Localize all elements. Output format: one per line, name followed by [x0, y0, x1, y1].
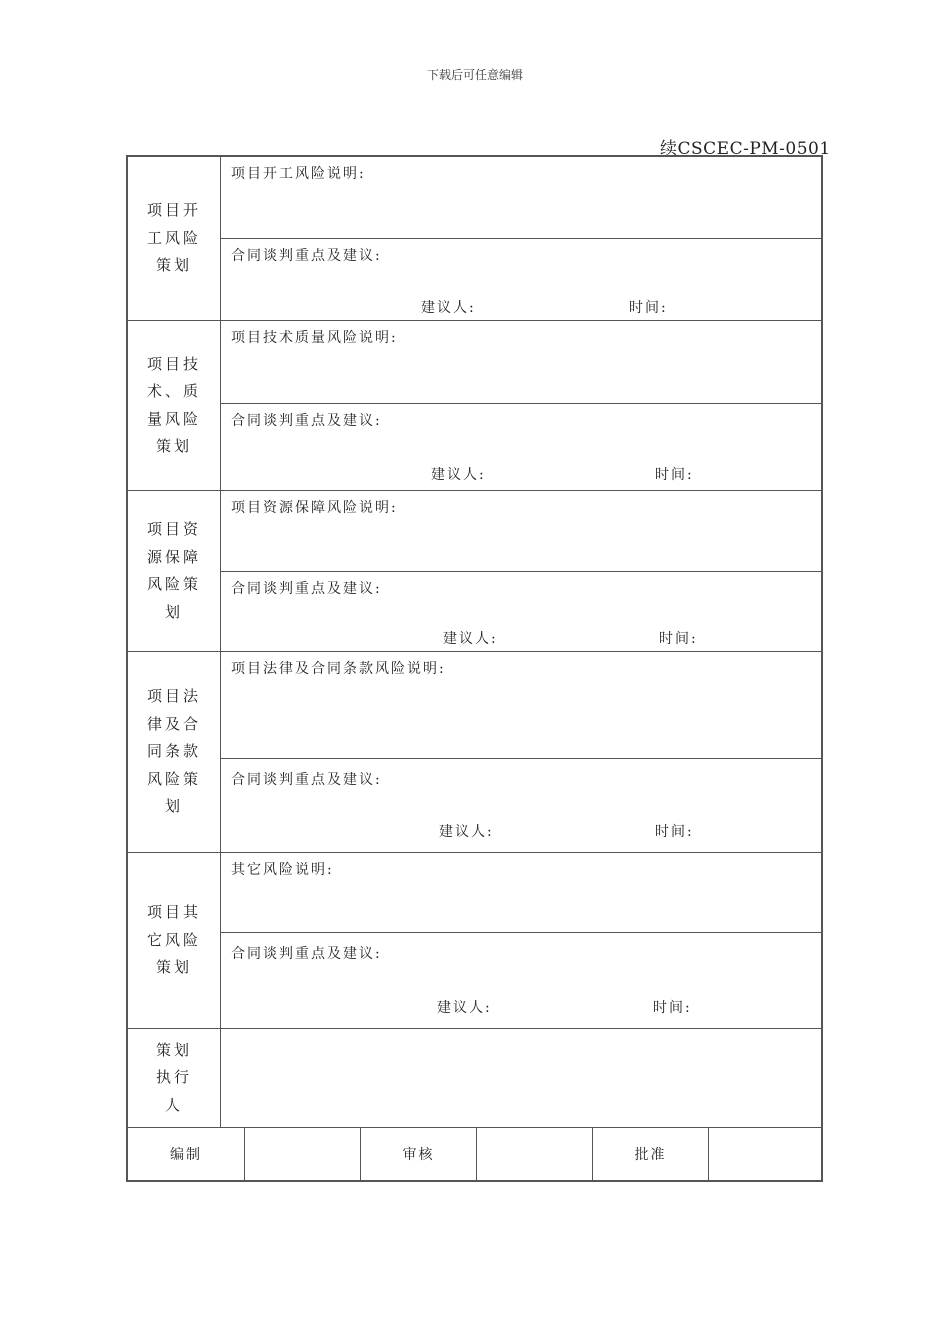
approval-row — [128, 1128, 821, 1180]
section-resource-risk — [128, 491, 821, 652]
contract-advice-cell[interactable] — [221, 239, 821, 321]
time-label: 时间: — [655, 824, 694, 840]
section-label: 项目开工风险策划 — [128, 157, 221, 320]
risk-description-title: 项目资源保障风险说明: — [231, 500, 398, 516]
executor-value-cell[interactable] — [221, 1029, 821, 1128]
section-label: 项目其它风险策划 — [128, 853, 221, 1028]
risk-description-title: 其它风险说明: — [231, 862, 334, 878]
risk-description-cell[interactable] — [221, 853, 821, 933]
proposer-label: 建议人: — [439, 824, 494, 840]
contract-advice-cell[interactable] — [221, 933, 821, 1029]
contract-advice-title: 合同谈判重点及建议: — [231, 946, 382, 962]
section-legal-contract-risk — [128, 652, 821, 853]
section-label: 项目资源保障风险策划 — [128, 491, 221, 651]
section-technical-quality-risk — [128, 321, 821, 491]
time-label: 时间: — [629, 300, 668, 316]
risk-description-title: 项目开工风险说明: — [231, 166, 366, 182]
proposer-label: 建议人: — [421, 300, 476, 316]
executor-label-cell: 策划执行人 — [128, 1029, 221, 1127]
risk-planning-form — [126, 155, 823, 1182]
risk-description-title: 项目技术质量风险说明: — [231, 330, 398, 346]
risk-description-cell[interactable] — [221, 321, 821, 404]
time-label: 时间: — [659, 631, 698, 647]
contract-advice-title: 合同谈判重点及建议: — [231, 581, 382, 597]
reviewed-label: 审核 — [361, 1128, 477, 1180]
approved-value-cell[interactable] — [709, 1128, 821, 1180]
proposer-label: 建议人: — [431, 467, 486, 483]
risk-description-title: 项目法律及合同条款风险说明: — [231, 661, 446, 677]
proposer-label: 建议人: — [443, 631, 498, 647]
risk-description-cell[interactable] — [221, 157, 821, 239]
risk-description-cell[interactable] — [221, 491, 821, 572]
section-label: 项目技术、质量风险策划 — [128, 321, 221, 490]
section-executor — [128, 1029, 821, 1128]
time-label: 时间: — [655, 467, 694, 483]
contract-advice-title: 合同谈判重点及建议: — [231, 772, 382, 788]
section-other-risk — [128, 853, 821, 1029]
form-code: 续CSCEC-PM-0501 — [660, 139, 831, 159]
section-label: 项目法律及合同条款风险策划 — [128, 652, 221, 852]
approved-label: 批准 — [593, 1128, 709, 1180]
contract-advice-title: 合同谈判重点及建议: — [231, 413, 382, 429]
risk-description-cell[interactable] — [221, 652, 821, 759]
reviewed-value-cell[interactable] — [477, 1128, 593, 1180]
prepared-label: 编制 — [128, 1128, 245, 1180]
header-note: 下载后可任意编辑 — [426, 68, 523, 82]
contract-advice-cell[interactable] — [221, 759, 821, 853]
time-label: 时间: — [653, 1000, 692, 1016]
contract-advice-cell[interactable] — [221, 572, 821, 652]
contract-advice-title: 合同谈判重点及建议: — [231, 248, 382, 264]
section-startup-risk — [128, 157, 821, 321]
contract-advice-cell[interactable] — [221, 404, 821, 490]
prepared-value-cell[interactable] — [245, 1128, 361, 1180]
proposer-label: 建议人: — [437, 1000, 492, 1016]
